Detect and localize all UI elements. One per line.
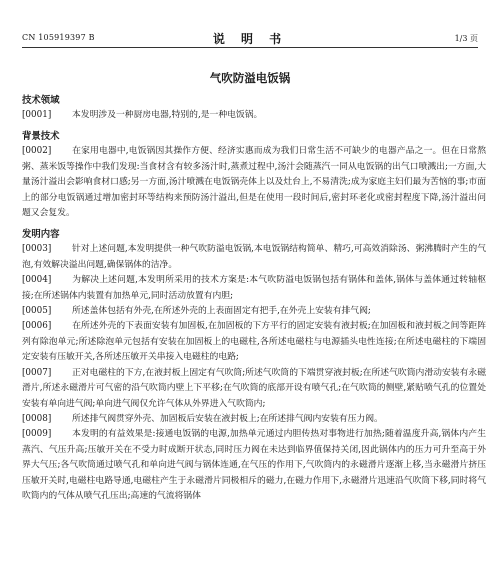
paragraph-number: [0006]: [22, 321, 52, 332]
document-body: [22, 94, 486, 504]
header-divider: [22, 47, 478, 48]
paragraph-number: [0008]: [22, 413, 52, 424]
paragraph: [22, 319, 486, 365]
section-heading: 发明内容: [22, 229, 60, 241]
page-number: 1/3 页: [454, 34, 478, 43]
paragraph: [22, 273, 486, 304]
paragraph-number: [0003]: [22, 244, 52, 255]
paragraph: [22, 412, 486, 427]
paragraph-number: [0004]: [22, 275, 52, 286]
paragraph-text: 针对上述问题,本发明提供一种气吹防溢电饭锅,本电饭锅结构简单、精巧,可高效消除汤、粥沸腾时产生的气泡,有效解决溢出问题,确保锅体的洁净。: [22, 244, 486, 270]
page-header: [22, 30, 478, 46]
paragraph-number: [0007]: [22, 367, 52, 378]
section-heading: 背景技术: [22, 131, 60, 143]
paragraph-text: 在家用电器中,电饭锅因其操作方便、经济实惠而成为我们日常生活不可缺少的电器产品之一。但在日常熬粥、蒸米饭等操作中我们发现:当食材含有较多汤汁时,蒸煮过程中,汤汁会随蒸汽一同从电饭锅的出气口喷溅出;一方面,大量汤汁溢出会影响食材口感;另一方面,汤汁喷溅在电饭锅壳体上以及灶台上,不易清洗;成为家庭主妇们最为苦恼的事;市面上的部分电饭锅通过增加密封环等结构来预防汤汁溢出,但是在使用一段时间后,密封环老化或密封程度下降,汤汁溢出问题又会复发。: [22, 146, 486, 219]
paragraph: [22, 242, 486, 273]
paragraph-text: 所述排气阀贯穿外壳、加固板后安装在液封板上;在所述排气阀内安装有压力阀。: [72, 413, 383, 424]
section-heading: 技术领域: [22, 95, 60, 106]
paragraph-number: [0009]: [22, 429, 52, 440]
patent-number: CN 105919397 B: [22, 33, 95, 42]
paragraph: [22, 427, 486, 504]
paragraph: [22, 304, 486, 319]
paragraph-text: 正对电磁柱的下方,在液封板上固定有气吹筒;所述气吹筒的下端贯穿液封板;在所述气吹筒内滑动安装有永磁滑片,所述永磁滑片可气密的沿气吹筒内壁上下平移;在气吹筒的底部开设有喷气孔;在气吹筒的侧壁,紧贴喷气孔的位置处安装有单向进气阀;单向进气阀仅允许气体从外界进入气吹筒内;: [22, 367, 486, 409]
paragraph: [22, 108, 486, 123]
paragraph-text: 为解决上述问题,本发明所采用的技术方案是:本气吹防溢电饭锅包括有锅体和盖体,锅体与盖体通过转轴枢接;在所述锅体内装置有加热单元,同时活动放置有内胆;: [22, 275, 486, 301]
document-title: 气吹防溢电饭锅: [209, 71, 291, 85]
paragraph: [22, 366, 486, 412]
paragraph: [22, 144, 486, 221]
document-type-label: 说 明 书: [212, 32, 288, 46]
paragraph-text: 在所述外壳的下表面安装有加固板,在加固板的下方平行的固定安装有液封板;在加固板和液封板之间等距阵列有除泡单元;所述除泡单元包括有安装在加固板上的电磁柱,各所述电磁柱与电源插头电性连接;在所述电磁柱的下端固定安装有压敏开关,各所述压敏开关串接入电磁柱的电路;: [22, 321, 486, 363]
paragraph-text: 本发明的有益效果是:接通电饭锅的电源,加热单元通过内胆传热对事物进行加热;随着温度升高,锅体内产生蒸汽、气压升高;压敏开关在不受力时成断开状态,同时压力阀在未达到临界值保持关闭,因此锅体内的压力可升至高于外界大气压;各气吹筒通过喷气孔和单向进气阀与锅体连通,在气压的作用下,气吹筒内的永磁滑片逐渐上移,当永磁滑片挤压压敏开关时,电磁柱电路导通,电磁柱产生于永磁滑片同极相斥的磁力,在磁力作用下,永磁滑片迅速沿气吹筒下移,同时将气吹筒内的气体从喷气孔压出;高速的气流将锅体: [22, 429, 486, 501]
paragraph-text: 本发明涉及一种厨房电器,特别的,是一种电饭锅。: [72, 110, 263, 120]
paragraph-number: [0002]: [22, 146, 52, 157]
paragraph-number: [0001]: [22, 110, 52, 120]
paragraph-number: [0005]: [22, 306, 52, 317]
paragraph-text: 所述盖体包括有外壳,在所述外壳的上表面固定有把手,在外壳上安装有排气阀;: [72, 306, 371, 317]
